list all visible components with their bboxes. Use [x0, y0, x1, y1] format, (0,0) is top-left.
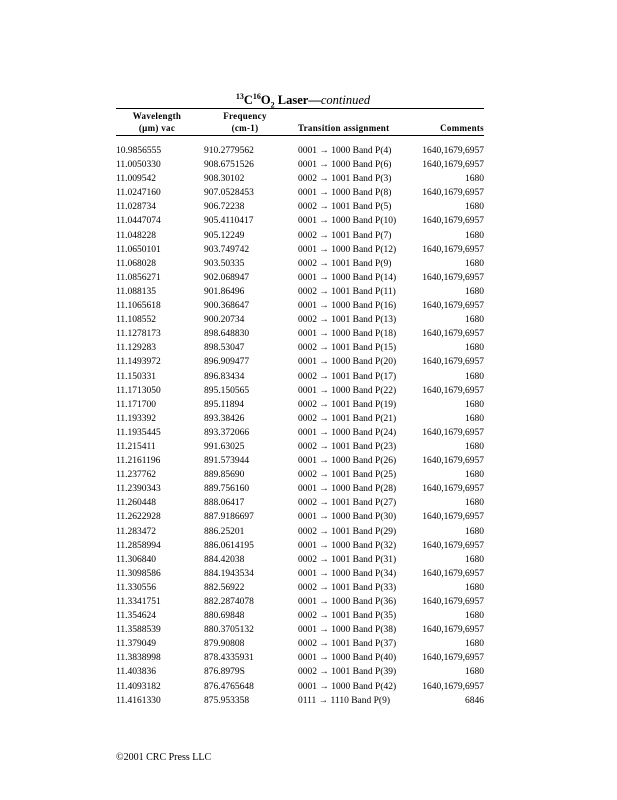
frequency-cell: 889.85690: [204, 470, 245, 481]
table-row: [116, 257, 484, 271]
transition-cell: 0001 → 1000 Band P(8): [298, 188, 392, 199]
wavelength-cell: 11.193392: [116, 413, 157, 424]
transition-cell: 0001 → 1000 Band P(28): [298, 484, 397, 495]
frequency-cell: 884.42038: [204, 554, 245, 565]
transition-cell: 0001 → 1000 Band P(30): [298, 512, 397, 523]
table-row: [116, 299, 484, 313]
wavelength-cell: 11.129283: [116, 343, 157, 354]
wavelength-cell: 11.0447074: [116, 216, 161, 227]
comments-cell: 1640,1679,6957: [422, 272, 484, 283]
comments-cell: 1640,1679,6957: [422, 681, 484, 692]
table-row: [116, 313, 484, 327]
wavelength-cell: 11.171700: [116, 399, 157, 410]
comments-cell: 1680: [465, 470, 484, 481]
frequency-cell: 879.90808: [204, 639, 245, 650]
wavelength-cell: 10.9856555: [116, 146, 162, 156]
wavelength-cell: 11.0856271: [116, 272, 161, 283]
frequency-cell: 907.0528453: [204, 188, 254, 199]
comments-cell: 1640,1679,6957: [422, 160, 484, 171]
frequency-cell: 903.749742: [204, 244, 250, 255]
frequency-cell: 886.25201: [204, 526, 245, 537]
frequency-cell: 905.4110417: [204, 216, 254, 227]
frequency-cell: 908.6751526: [204, 160, 254, 171]
comments-cell: 1680: [465, 315, 484, 326]
comments-cell: 1640,1679,6957: [422, 357, 484, 368]
wavelength-cell: 11.330556: [116, 582, 157, 593]
table-row: [116, 454, 484, 468]
wavelength-cell: 11.028734: [116, 202, 157, 213]
frequency-cell: 880.3705132: [204, 625, 254, 636]
table-row: [116, 553, 484, 567]
comments-cell: 1680: [465, 258, 484, 269]
table-row: [116, 327, 484, 341]
frequency-cell: 876.8979S: [204, 667, 245, 678]
wavelength-cell: 11.3098586: [116, 568, 161, 579]
element-o: O: [260, 93, 271, 108]
transition-cell: 0001 → 1000 Band P(32): [298, 540, 397, 551]
wavelength-cell: 11.260448: [116, 498, 157, 509]
header-transition: Transition assignment: [298, 123, 390, 133]
frequency-cell: 882.56922: [204, 582, 245, 593]
comments-cell: 1640,1679,6957: [422, 188, 484, 199]
comments-cell: 1640,1679,6957: [422, 456, 484, 467]
table-row: [116, 440, 484, 454]
table-row: [116, 158, 484, 172]
table-row: [116, 214, 484, 228]
frequency-cell: 893.372066: [204, 427, 250, 438]
comments-cell: 1640,1679,6957: [422, 625, 484, 636]
table-row: [116, 468, 484, 482]
table-row: [116, 341, 484, 355]
comments-cell: 1680: [465, 413, 484, 424]
frequency-cell: 896.909477: [204, 357, 250, 368]
transition-cell: 0001 → 1000 Band P(14): [298, 272, 397, 283]
table-row: [116, 567, 484, 581]
wavelength-cell: 11.1065618: [116, 301, 161, 312]
table-row: [116, 595, 484, 609]
table-row: [116, 694, 484, 708]
transition-cell: 0001 → 1000 Band P(10): [298, 216, 397, 227]
transition-cell: 0002 → 1001 Band P(25): [298, 470, 397, 481]
header-frequency-unit: (cm-1): [231, 123, 259, 133]
frequency-cell: 886.0614195: [204, 540, 254, 551]
transition-cell: 0002 → 1001 Band P(39): [298, 667, 397, 678]
table-row: [116, 539, 484, 553]
table-body: [116, 144, 484, 708]
transition-cell: 0001 → 1000 Band P(18): [298, 329, 397, 340]
wavelength-cell: 11.2161196: [116, 456, 161, 467]
transition-cell: 0002 → 1001 Band P(13): [298, 315, 397, 326]
table-row: [116, 285, 484, 299]
comments-cell: 1640,1679,6957: [422, 301, 484, 312]
table-row: [116, 384, 484, 398]
element-c: C: [243, 93, 253, 108]
table-top-rule: [116, 108, 484, 109]
frequency-cell: 891.573944: [204, 456, 250, 467]
comments-cell: 1640,1679,6957: [422, 597, 484, 607]
comments-cell: 1640,1679,6957: [422, 427, 484, 438]
wavelength-cell: 11.1493972: [116, 357, 161, 368]
comments-cell: 1680: [465, 399, 484, 410]
comments-cell: 1640,1679,6957: [422, 568, 484, 579]
table-row: [116, 144, 484, 158]
comments-cell: 1640,1679,6957: [422, 540, 484, 551]
frequency-cell: 906.72238: [204, 202, 245, 213]
table-row: [116, 680, 484, 694]
table-row: [116, 637, 484, 651]
transition-cell: 0001 → 1000 Band P(12): [298, 244, 397, 255]
comments-cell: 1680: [465, 526, 484, 537]
frequency-cell: 887.9186697: [204, 512, 254, 523]
comments-cell: 1680: [465, 639, 484, 650]
transition-cell: 0001 → 1000 Band P(6): [298, 160, 392, 171]
transition-cell: 0002 → 1001 Band P(21): [298, 413, 397, 424]
transition-cell: 0001 → 1000 Band P(16): [298, 301, 397, 312]
frequency-cell: 902.068947: [204, 272, 250, 283]
frequency-cell: 901.86496: [204, 286, 245, 297]
wavelength-cell: 11.354624: [116, 611, 157, 622]
transition-cell: 0111 → 1110 Band P(9): [298, 695, 391, 706]
table-row: [116, 398, 484, 412]
frequency-cell: 898.648830: [204, 329, 250, 340]
isotope-mass-c: 13: [235, 92, 244, 101]
comments-cell: 1640,1679,6957: [422, 146, 484, 156]
transition-cell: 0002 → 1001 Band P(3): [298, 174, 392, 185]
wavelength-cell: 11.0650101: [116, 244, 161, 255]
frequency-cell: 900.368647: [204, 301, 250, 312]
header-wavelength: Wavelength: [132, 111, 182, 121]
comments-cell: 1680: [465, 498, 484, 509]
transition-cell: 0001 → 1000 Band P(36): [298, 597, 397, 607]
table-row: [116, 412, 484, 426]
wavelength-cell: 11.237762: [116, 470, 157, 481]
comments-cell: 1640,1679,6957: [422, 653, 484, 664]
wavelength-cell: 11.2622928: [116, 512, 161, 523]
header-comments: Comments: [440, 123, 484, 133]
comments-cell: 1680: [465, 371, 484, 382]
comments-cell: 1640,1679,6957: [422, 385, 484, 396]
comments-cell: 1680: [465, 441, 484, 452]
table-row: [116, 665, 484, 679]
frequency-cell: 888.06417: [204, 498, 245, 509]
frequency-cell: 878.4335931: [204, 653, 254, 664]
table-row: [116, 623, 484, 637]
wavelength-cell: 11.108552: [116, 315, 157, 326]
wavelength-cell: 11.2390343: [116, 484, 161, 495]
comments-cell: 1680: [465, 174, 484, 185]
transition-cell: 0002 → 1001 Band P(37): [298, 639, 397, 650]
frequency-cell: 882.2874078: [204, 597, 254, 607]
transition-cell: 0001 → 1000 Band P(34): [298, 568, 397, 579]
title-continued: continued: [320, 93, 371, 108]
frequency-cell: 910.2779562: [204, 146, 254, 156]
table-row: [116, 525, 484, 539]
table-row: [116, 496, 484, 510]
wavelength-cell: 11.150331: [116, 371, 157, 382]
wavelength-cell: 11.3341751: [116, 597, 161, 607]
wavelength-cell: 11.009542: [116, 174, 157, 185]
header-frequency: Frequency: [223, 111, 267, 121]
table-row: [116, 186, 484, 200]
wavelength-cell: 11.2858994: [116, 540, 161, 551]
transition-cell: 0002 → 1001 Band P(33): [298, 582, 397, 593]
comments-cell: 6846: [465, 695, 484, 706]
comments-cell: 1640,1679,6957: [422, 244, 484, 255]
transition-cell: 0002 → 1001 Band P(23): [298, 441, 397, 452]
transition-cell: 0002 → 1001 Band P(35): [298, 611, 397, 622]
page-title: [120, 92, 486, 110]
frequency-cell: 875.953358: [204, 695, 250, 706]
comments-cell: 1680: [465, 582, 484, 593]
wavelength-cell: 11.4161330: [116, 695, 161, 706]
frequency-cell: 900.20734: [204, 315, 245, 326]
transition-cell: 0002 → 1001 Band P(5): [298, 202, 392, 213]
comments-cell: 1680: [465, 611, 484, 622]
isotope-mass-o: 16: [252, 92, 261, 101]
comments-cell: 1680: [465, 202, 484, 213]
transition-cell: 0001 → 1000 Band P(26): [298, 456, 397, 467]
transition-cell: 0002 → 1001 Band P(17): [298, 371, 397, 382]
transition-cell: 0001 → 1000 Band P(22): [298, 385, 397, 396]
table-row: [116, 370, 484, 384]
table-row: [116, 482, 484, 496]
table-row: [116, 243, 484, 257]
transition-cell: 0002 → 1001 Band P(29): [298, 526, 397, 537]
transition-cell: 0001 → 1000 Band P(40): [298, 653, 397, 664]
transition-cell: 0002 → 1001 Band P(31): [298, 554, 397, 565]
wavelength-cell: 11.4093182: [116, 681, 161, 692]
frequency-cell: 876.4765648: [204, 681, 254, 692]
table-row: [116, 510, 484, 524]
table-row: [116, 229, 484, 243]
wavelength-cell: 11.283472: [116, 526, 157, 537]
frequency-cell: 896.83434: [204, 371, 245, 382]
wavelength-cell: 11.403836: [116, 667, 157, 678]
header-wavelength-unit: (µm) vac: [138, 123, 176, 133]
copyright-footer: ©2001 CRC Press LLC: [116, 752, 212, 763]
table-row: [116, 609, 484, 623]
wavelength-cell: 11.306840: [116, 554, 157, 565]
table-header-rule: [116, 135, 484, 136]
comments-cell: 1640,1679,6957: [422, 484, 484, 495]
table-row: [116, 581, 484, 595]
wavelength-cell: 11.3838998: [116, 653, 161, 664]
comments-cell: 1640,1679,6957: [422, 329, 484, 340]
transition-cell: 0001 → 1000 Band P(38): [298, 625, 397, 636]
frequency-cell: 898.53047: [204, 343, 245, 354]
comments-cell: 1680: [465, 230, 484, 241]
wavelength-cell: 11.048228: [116, 230, 157, 241]
transition-cell: 0001 → 1000 Band P(24): [298, 427, 397, 438]
wavelength-cell: 11.379049: [116, 639, 157, 650]
frequency-cell: 884.1943534: [204, 568, 254, 579]
frequency-cell: 893.38426: [204, 413, 245, 424]
table-row: [116, 355, 484, 369]
comments-cell: 1680: [465, 286, 484, 297]
comments-cell: 1640,1679,6957: [422, 512, 484, 523]
molecule-subscript: 2: [270, 100, 275, 110]
transition-cell: 0002 → 1001 Band P(11): [298, 286, 396, 297]
transition-cell: 0002 → 1001 Band P(7): [298, 230, 392, 241]
transition-cell: 0001 → 1000 Band P(42): [298, 681, 397, 692]
wavelength-cell: 11.068028: [116, 258, 157, 269]
wavelength-cell: 11.3588539: [116, 625, 161, 636]
frequency-cell: 889.756160: [204, 484, 250, 495]
wavelength-cell: 11.0050330: [116, 160, 161, 171]
table-row: [116, 426, 484, 440]
transition-cell: 0001 → 1000 Band P(20): [298, 357, 397, 368]
transition-cell: 0002 → 1001 Band P(15): [298, 343, 397, 354]
table-row: [116, 271, 484, 285]
wavelength-cell: 11.215411: [116, 441, 156, 452]
frequency-cell: 895.11894: [204, 399, 245, 410]
title-name: Laser—: [277, 93, 321, 108]
frequency-cell: 905.12249: [204, 230, 245, 241]
frequency-cell: 991.63025: [204, 441, 245, 452]
comments-cell: 1680: [465, 343, 484, 354]
transition-cell: 0002 → 1001 Band P(27): [298, 498, 397, 509]
wavelength-cell: 11.1935445: [116, 427, 161, 438]
table-row: [116, 200, 484, 214]
transition-cell: 0002 → 1001 Band P(19): [298, 399, 397, 410]
wavelength-cell: 11.0247160: [116, 188, 161, 199]
wavelength-cell: 11.088135: [116, 286, 157, 297]
frequency-cell: 908.30102: [204, 174, 245, 185]
table-row: [116, 651, 484, 665]
comments-cell: 1680: [465, 667, 484, 678]
comments-cell: 1640,1679,6957: [422, 216, 484, 227]
frequency-cell: 903.50335: [204, 258, 245, 269]
frequency-cell: 880.69848: [204, 611, 245, 622]
wavelength-cell: 11.1713050: [116, 385, 161, 396]
transition-cell: 0001 → 1000 Band P(4): [298, 146, 392, 156]
comments-cell: 1680: [465, 554, 484, 565]
wavelength-cell: 11.1278173: [116, 329, 161, 340]
table-row: [116, 172, 484, 186]
frequency-cell: 895.150565: [204, 385, 250, 396]
transition-cell: 0002 → 1001 Band P(9): [298, 258, 392, 269]
